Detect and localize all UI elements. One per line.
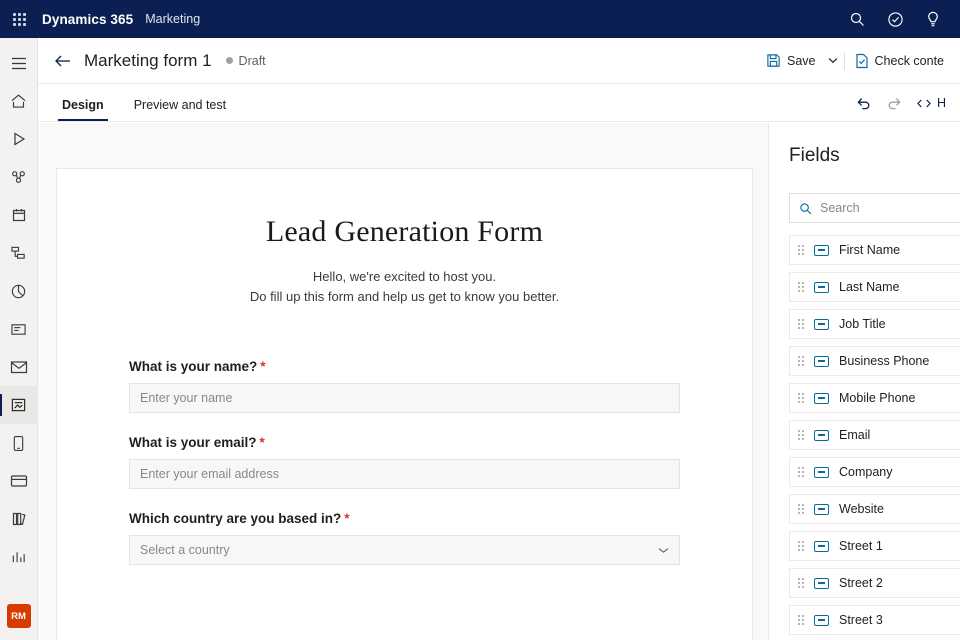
chevron-down-icon[interactable]: [824, 52, 842, 69]
text-field-icon: [814, 356, 829, 367]
sidebar-item-home-icon[interactable]: [0, 82, 38, 120]
form-field-name-label-text: What is your name?: [129, 359, 258, 374]
chevron-down-icon: [658, 547, 669, 554]
sidebar-item-segments-icon[interactable]: [0, 158, 38, 196]
form-subtitle-line1: Hello, we're excited to host you.: [312, 269, 497, 284]
tab-bar: [38, 84, 960, 122]
drag-handle-icon[interactable]: [798, 541, 804, 551]
form-field-country-label-text: Which country are you based in?: [129, 511, 342, 526]
drag-handle-icon[interactable]: [798, 245, 804, 255]
sidebar-item-analytics-icon[interactable]: [0, 272, 38, 310]
text-field-icon: [814, 615, 829, 626]
check-content-label: Check conte: [874, 53, 944, 68]
html-code-button[interactable]: [910, 92, 952, 114]
text-field-icon: [814, 245, 829, 256]
drag-handle-icon[interactable]: [798, 393, 804, 403]
list-item[interactable]: [789, 420, 960, 450]
redo-icon[interactable]: [880, 89, 908, 117]
list-item-label: Email: [839, 428, 871, 442]
fields-pane: [768, 123, 960, 640]
search-placeholder: Search: [820, 201, 860, 215]
command-bar-actions: [758, 48, 952, 74]
fields-list: [769, 235, 960, 635]
form-field-country: [129, 511, 680, 565]
required-asterisk: *: [259, 435, 265, 450]
drag-handle-icon[interactable]: [798, 319, 804, 329]
text-field-icon: [814, 319, 829, 330]
list-item-label: First Name: [839, 243, 901, 257]
list-item-label: Website: [839, 502, 884, 516]
required-asterisk: *: [260, 359, 266, 374]
page-title: Marketing form 1: [84, 50, 212, 70]
drag-handle-icon[interactable]: [798, 615, 804, 625]
sidebar-item-events-icon[interactable]: [0, 196, 38, 234]
search-icon[interactable]: [840, 2, 874, 36]
drag-handle-icon[interactable]: [798, 282, 804, 292]
required-asterisk: *: [344, 511, 350, 526]
list-item[interactable]: [789, 309, 960, 339]
list-item-label: Street 2: [839, 576, 883, 590]
html-code-label: H: [936, 96, 946, 110]
tab-bar-actions: [850, 89, 960, 121]
suite-actions: [840, 2, 960, 36]
work-area: [38, 123, 960, 640]
form-field-email-label: [129, 435, 680, 450]
country-field-placeholder: Select a country: [140, 543, 230, 557]
list-item-label: Mobile Phone: [839, 391, 916, 405]
command-bar: [38, 38, 960, 84]
list-item[interactable]: [789, 457, 960, 487]
sidebar-item-flow-icon[interactable]: [0, 234, 38, 272]
code-icon: [916, 97, 932, 110]
drag-handle-icon[interactable]: [798, 356, 804, 366]
text-field-icon: [814, 430, 829, 441]
sidebar-item-forms-icon[interactable]: [0, 386, 38, 424]
form-subtitle-line2: Do fill up this form and help us get to know you better.: [249, 289, 560, 304]
app-launcher-icon[interactable]: [0, 0, 38, 38]
content-area: [38, 38, 960, 640]
form-field-country-label: [129, 511, 680, 526]
sidebar-item-library-icon[interactable]: [0, 500, 38, 538]
waffle-grid: [13, 13, 26, 26]
suite-app-name: Marketing: [145, 12, 201, 26]
sidebar-item-card-icon[interactable]: [0, 462, 38, 500]
drag-handle-icon[interactable]: [798, 578, 804, 588]
text-field-icon: [814, 393, 829, 404]
drag-handle-icon[interactable]: [798, 430, 804, 440]
list-item[interactable]: [789, 494, 960, 524]
sidebar-item-hamburger-menu-icon[interactable]: [0, 44, 38, 82]
status-dot-icon: [226, 57, 233, 64]
list-item[interactable]: [789, 235, 960, 265]
form-field-name-label: [129, 359, 680, 374]
back-arrow-icon[interactable]: [48, 46, 78, 76]
form-preview-page[interactable]: [56, 168, 753, 640]
form-body: [57, 169, 752, 565]
sidebar-item-subscription-icon[interactable]: [0, 310, 38, 348]
list-item[interactable]: [789, 531, 960, 561]
list-item[interactable]: [789, 568, 960, 598]
form-field-email: [129, 435, 680, 489]
list-item-label: Company: [839, 465, 893, 479]
suite-bar: [0, 0, 960, 38]
list-item-label: Street 3: [839, 613, 883, 627]
lightbulb-icon[interactable]: [916, 2, 950, 36]
list-item-label: Street 1: [839, 539, 883, 553]
list-item-label: Job Title: [839, 317, 886, 331]
left-nav-rail: [0, 38, 38, 640]
sidebar-item-email-icon[interactable]: [0, 348, 38, 386]
form-field-email-label-text: What is your email?: [129, 435, 257, 450]
list-item[interactable]: [789, 346, 960, 376]
form-field-name: [129, 359, 680, 413]
search-input[interactable]: [789, 193, 960, 223]
list-item[interactable]: [789, 605, 960, 635]
fields-pane-title: Fields: [789, 145, 840, 166]
command-separator: [844, 52, 845, 70]
text-field-icon: [814, 578, 829, 589]
document-check-icon: [855, 53, 869, 69]
drag-handle-icon[interactable]: [798, 504, 804, 514]
text-field-icon: [814, 541, 829, 552]
save-button[interactable]: [758, 48, 824, 73]
save-icon: [766, 53, 781, 68]
checkmark-circle-icon[interactable]: [878, 2, 912, 36]
avatar[interactable]: RM: [7, 604, 31, 628]
sidebar-item-play-icon[interactable]: [0, 120, 38, 158]
form-heading: Lead Generation Form: [265, 215, 544, 248]
email-field-placeholder: Enter your email address: [140, 467, 279, 481]
text-field-icon: [814, 467, 829, 478]
tab-design[interactable]: Design: [58, 98, 108, 121]
status-label: Draft: [238, 53, 266, 68]
text-field-icon: [814, 282, 829, 293]
save-label: Save: [787, 53, 816, 68]
list-item-label: Business Phone: [839, 354, 930, 368]
form-subtitle: [129, 267, 680, 307]
undo-icon[interactable]: [850, 89, 878, 117]
tab-preview-and-test[interactable]: Preview and test: [133, 98, 227, 112]
name-field-placeholder: Enter your name: [140, 391, 233, 405]
name-field[interactable]: [129, 383, 680, 413]
drag-handle-icon[interactable]: [798, 467, 804, 477]
text-field-icon: [814, 504, 829, 515]
design-canvas: [38, 123, 768, 640]
check-content-button[interactable]: [847, 48, 952, 74]
status-badge: [226, 54, 266, 68]
country-field[interactable]: [129, 535, 680, 565]
email-field[interactable]: [129, 459, 680, 489]
suite-brand: Dynamics 365: [42, 11, 134, 27]
list-item[interactable]: [789, 272, 960, 302]
sidebar-item-mobile-icon[interactable]: [0, 424, 38, 462]
search-icon: [799, 202, 812, 215]
sidebar-item-reports-icon[interactable]: [0, 538, 38, 576]
list-item-label: Last Name: [839, 280, 900, 294]
list-item[interactable]: [789, 383, 960, 413]
